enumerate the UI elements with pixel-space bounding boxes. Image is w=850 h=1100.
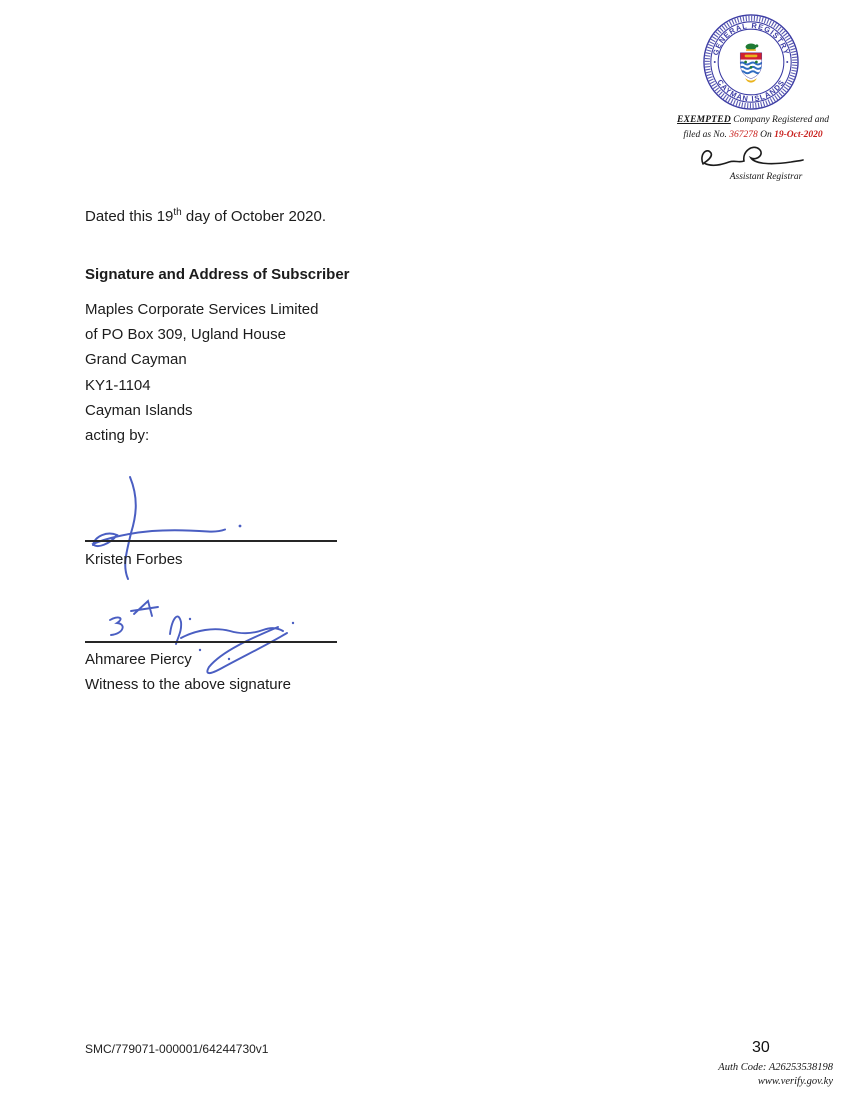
signature-line	[85, 540, 337, 542]
stamp-filing-number: 367278	[729, 130, 758, 140]
address-line: KY1-1104	[85, 376, 151, 394]
subscriber-heading: Signature and Address of Subscriber	[85, 266, 350, 283]
address-line: Cayman Islands	[85, 401, 193, 419]
cayman-registry-seal-icon	[702, 13, 800, 111]
address-line: of PO Box 309, Ugland House	[85, 326, 286, 344]
stamp-filing-line	[664, 130, 842, 140]
stamp-filed-mid: On	[757, 130, 775, 140]
verify-url: www.verify.gov.ky	[757, 1076, 833, 1087]
stamp-exempted-line	[664, 115, 842, 125]
seal-bottom-text: CAYMAN ISLANDS	[715, 77, 787, 104]
subscriber-address	[85, 297, 318, 448]
address-line: Maples Corporate Services Limited	[85, 301, 319, 318]
registrar-title: Assistant Registrar	[729, 172, 803, 182]
registrar-signature	[697, 142, 809, 176]
cayman-coat-of-arms-icon	[739, 43, 766, 82]
signature-line	[85, 641, 337, 643]
witness-name: Ahmaree Piercy	[85, 651, 192, 668]
dated-line	[85, 208, 326, 225]
document-reference: SMC/779071-000001/64244730v1	[85, 1042, 269, 1056]
signatory-name: Kristen Forbes	[85, 551, 183, 568]
auth-code: Auth Code: A26253538198	[718, 1062, 833, 1073]
address-line: Grand Cayman	[85, 351, 187, 369]
dated-ordinal: th	[173, 207, 182, 218]
registry-seal	[702, 13, 800, 111]
stamp-filed-prefix: filed as No.	[683, 130, 730, 140]
registrar-signature-icon	[697, 142, 809, 176]
address-line: acting by:	[85, 427, 150, 445]
page-number: 30	[752, 1039, 770, 1056]
stamp-registered-text: Company Registered and	[730, 115, 829, 125]
stamp-exempted-word: EXEMPTED	[677, 115, 731, 125]
seal-top-text: GENERAL REGISTRY	[710, 21, 792, 57]
dated-suffix: day of October 2020.	[181, 208, 326, 225]
witness-role: Witness to the above signature	[85, 676, 291, 693]
stamp-filing-date: 19-Oct-2020	[774, 130, 823, 140]
dated-prefix: Dated this 19	[85, 208, 174, 225]
